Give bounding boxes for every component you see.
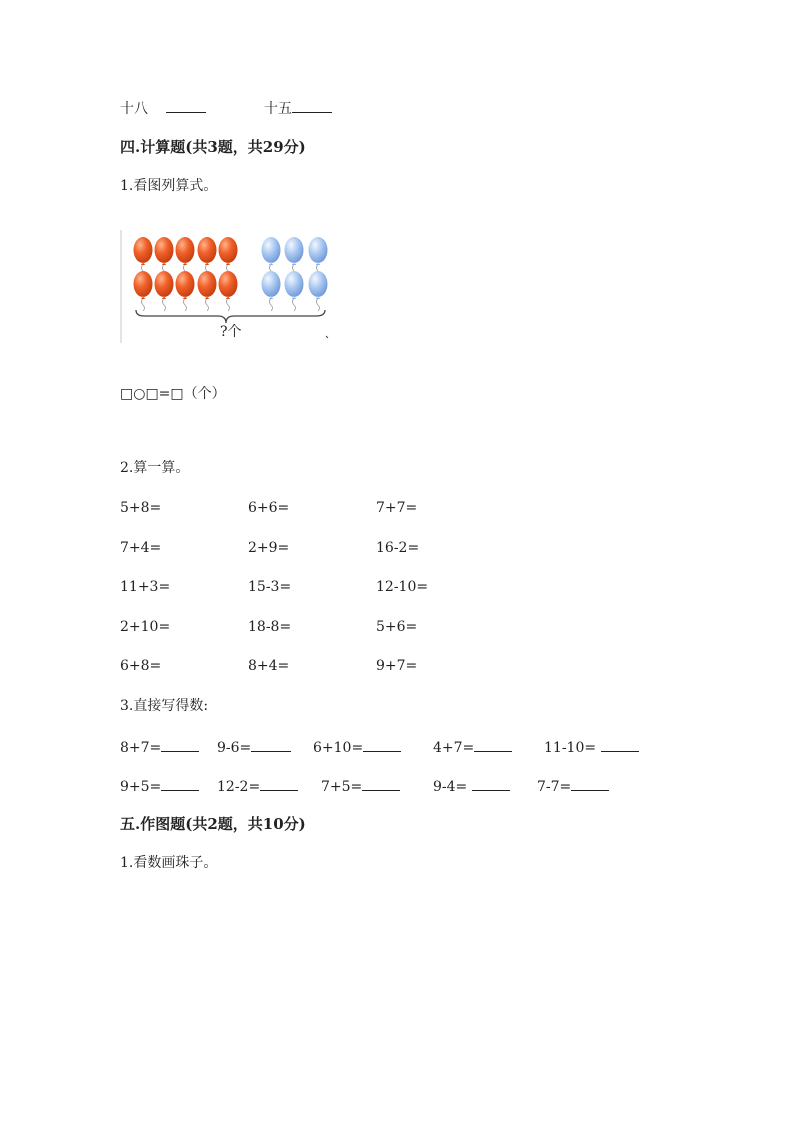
direct-answer-item <box>120 776 199 796</box>
orange-balloon-icon <box>155 271 174 311</box>
arithmetic-item: 8+4= <box>248 658 290 674</box>
section-5-heading: 五.作图题(共2题，共10分) <box>120 815 306 833</box>
arithmetic-item: 2+9= <box>248 540 290 556</box>
answer-blank[interactable] <box>161 776 199 791</box>
answer-blank[interactable] <box>363 737 401 752</box>
direct-answer-item <box>537 776 609 796</box>
top-row-right <box>264 98 332 118</box>
arithmetic-item: 5+8= <box>120 500 162 516</box>
arithmetic-item: 7+7= <box>376 500 418 516</box>
answer-blank[interactable] <box>362 776 400 791</box>
expression: 9+5= <box>120 779 162 795</box>
orange-balloon-icon <box>176 271 195 311</box>
direct-answer-item <box>544 737 639 757</box>
formula-template: □○□=□（个） <box>120 386 226 402</box>
arithmetic-item: 18-8= <box>248 619 292 635</box>
question-1-title: 1.看图列算式。 <box>120 178 218 194</box>
blue-balloon-icon <box>285 271 304 311</box>
expression: 7+5= <box>321 779 363 795</box>
answer-blank[interactable] <box>601 737 639 752</box>
expression: 7-7= <box>537 779 572 795</box>
direct-answer-item <box>433 776 510 796</box>
expression: 9-4= <box>433 779 472 795</box>
answer-blank[interactable] <box>166 98 206 113</box>
arithmetic-item: 2+10= <box>120 619 171 635</box>
top-row-right-label: 十五 <box>264 101 292 117</box>
expression: 12-2= <box>217 779 261 795</box>
arithmetic-item: 7+4= <box>120 540 162 556</box>
section-5-question-1-title: 1.看数画珠子。 <box>120 855 218 871</box>
expression: 4+7= <box>433 740 475 756</box>
expression: 11-10= <box>544 740 601 756</box>
arithmetic-item: 15-3= <box>248 579 292 595</box>
answer-blank[interactable] <box>251 737 291 752</box>
direct-answer-item <box>120 737 199 757</box>
balloon-figure <box>120 228 334 344</box>
orange-balloon-icon <box>198 271 217 311</box>
answer-blank[interactable] <box>161 737 199 752</box>
question-2-title: 2.算一算。 <box>120 460 190 476</box>
arithmetic-item: 16-2= <box>376 540 420 556</box>
direct-answer-item <box>321 776 400 796</box>
question-3-title: 3.直接写得数: <box>120 698 209 714</box>
answer-blank[interactable] <box>260 776 298 791</box>
blue-balloon-icon <box>262 271 281 311</box>
arithmetic-item: 9+7= <box>376 658 418 674</box>
answer-blank[interactable] <box>292 98 332 113</box>
orange-balloon-icon <box>219 271 238 311</box>
answer-blank[interactable] <box>474 737 512 752</box>
expression: 9-6= <box>217 740 252 756</box>
brace-label: ?个 <box>220 324 242 340</box>
direct-answer-item <box>433 737 512 757</box>
direct-answer-item <box>217 776 298 796</box>
section-4-heading: 四.计算题(共3题，共29分) <box>120 138 306 156</box>
direct-answer-item <box>313 737 401 757</box>
expression: 8+7= <box>120 740 162 756</box>
expression: 6+10= <box>313 740 364 756</box>
arithmetic-item: 6+8= <box>120 658 162 674</box>
top-row-left-label: 十八 <box>120 101 148 117</box>
answer-blank[interactable] <box>571 776 609 791</box>
answer-blank[interactable] <box>472 776 510 791</box>
top-row-left <box>120 98 206 118</box>
arithmetic-item: 11+3= <box>120 579 171 595</box>
arithmetic-item: 12-10= <box>376 579 429 595</box>
orange-balloon-icon <box>134 271 153 311</box>
direct-answer-item <box>217 737 291 757</box>
arithmetic-item: 6+6= <box>248 500 290 516</box>
blue-balloon-icon <box>309 271 328 311</box>
arithmetic-item: 5+6= <box>376 619 418 635</box>
